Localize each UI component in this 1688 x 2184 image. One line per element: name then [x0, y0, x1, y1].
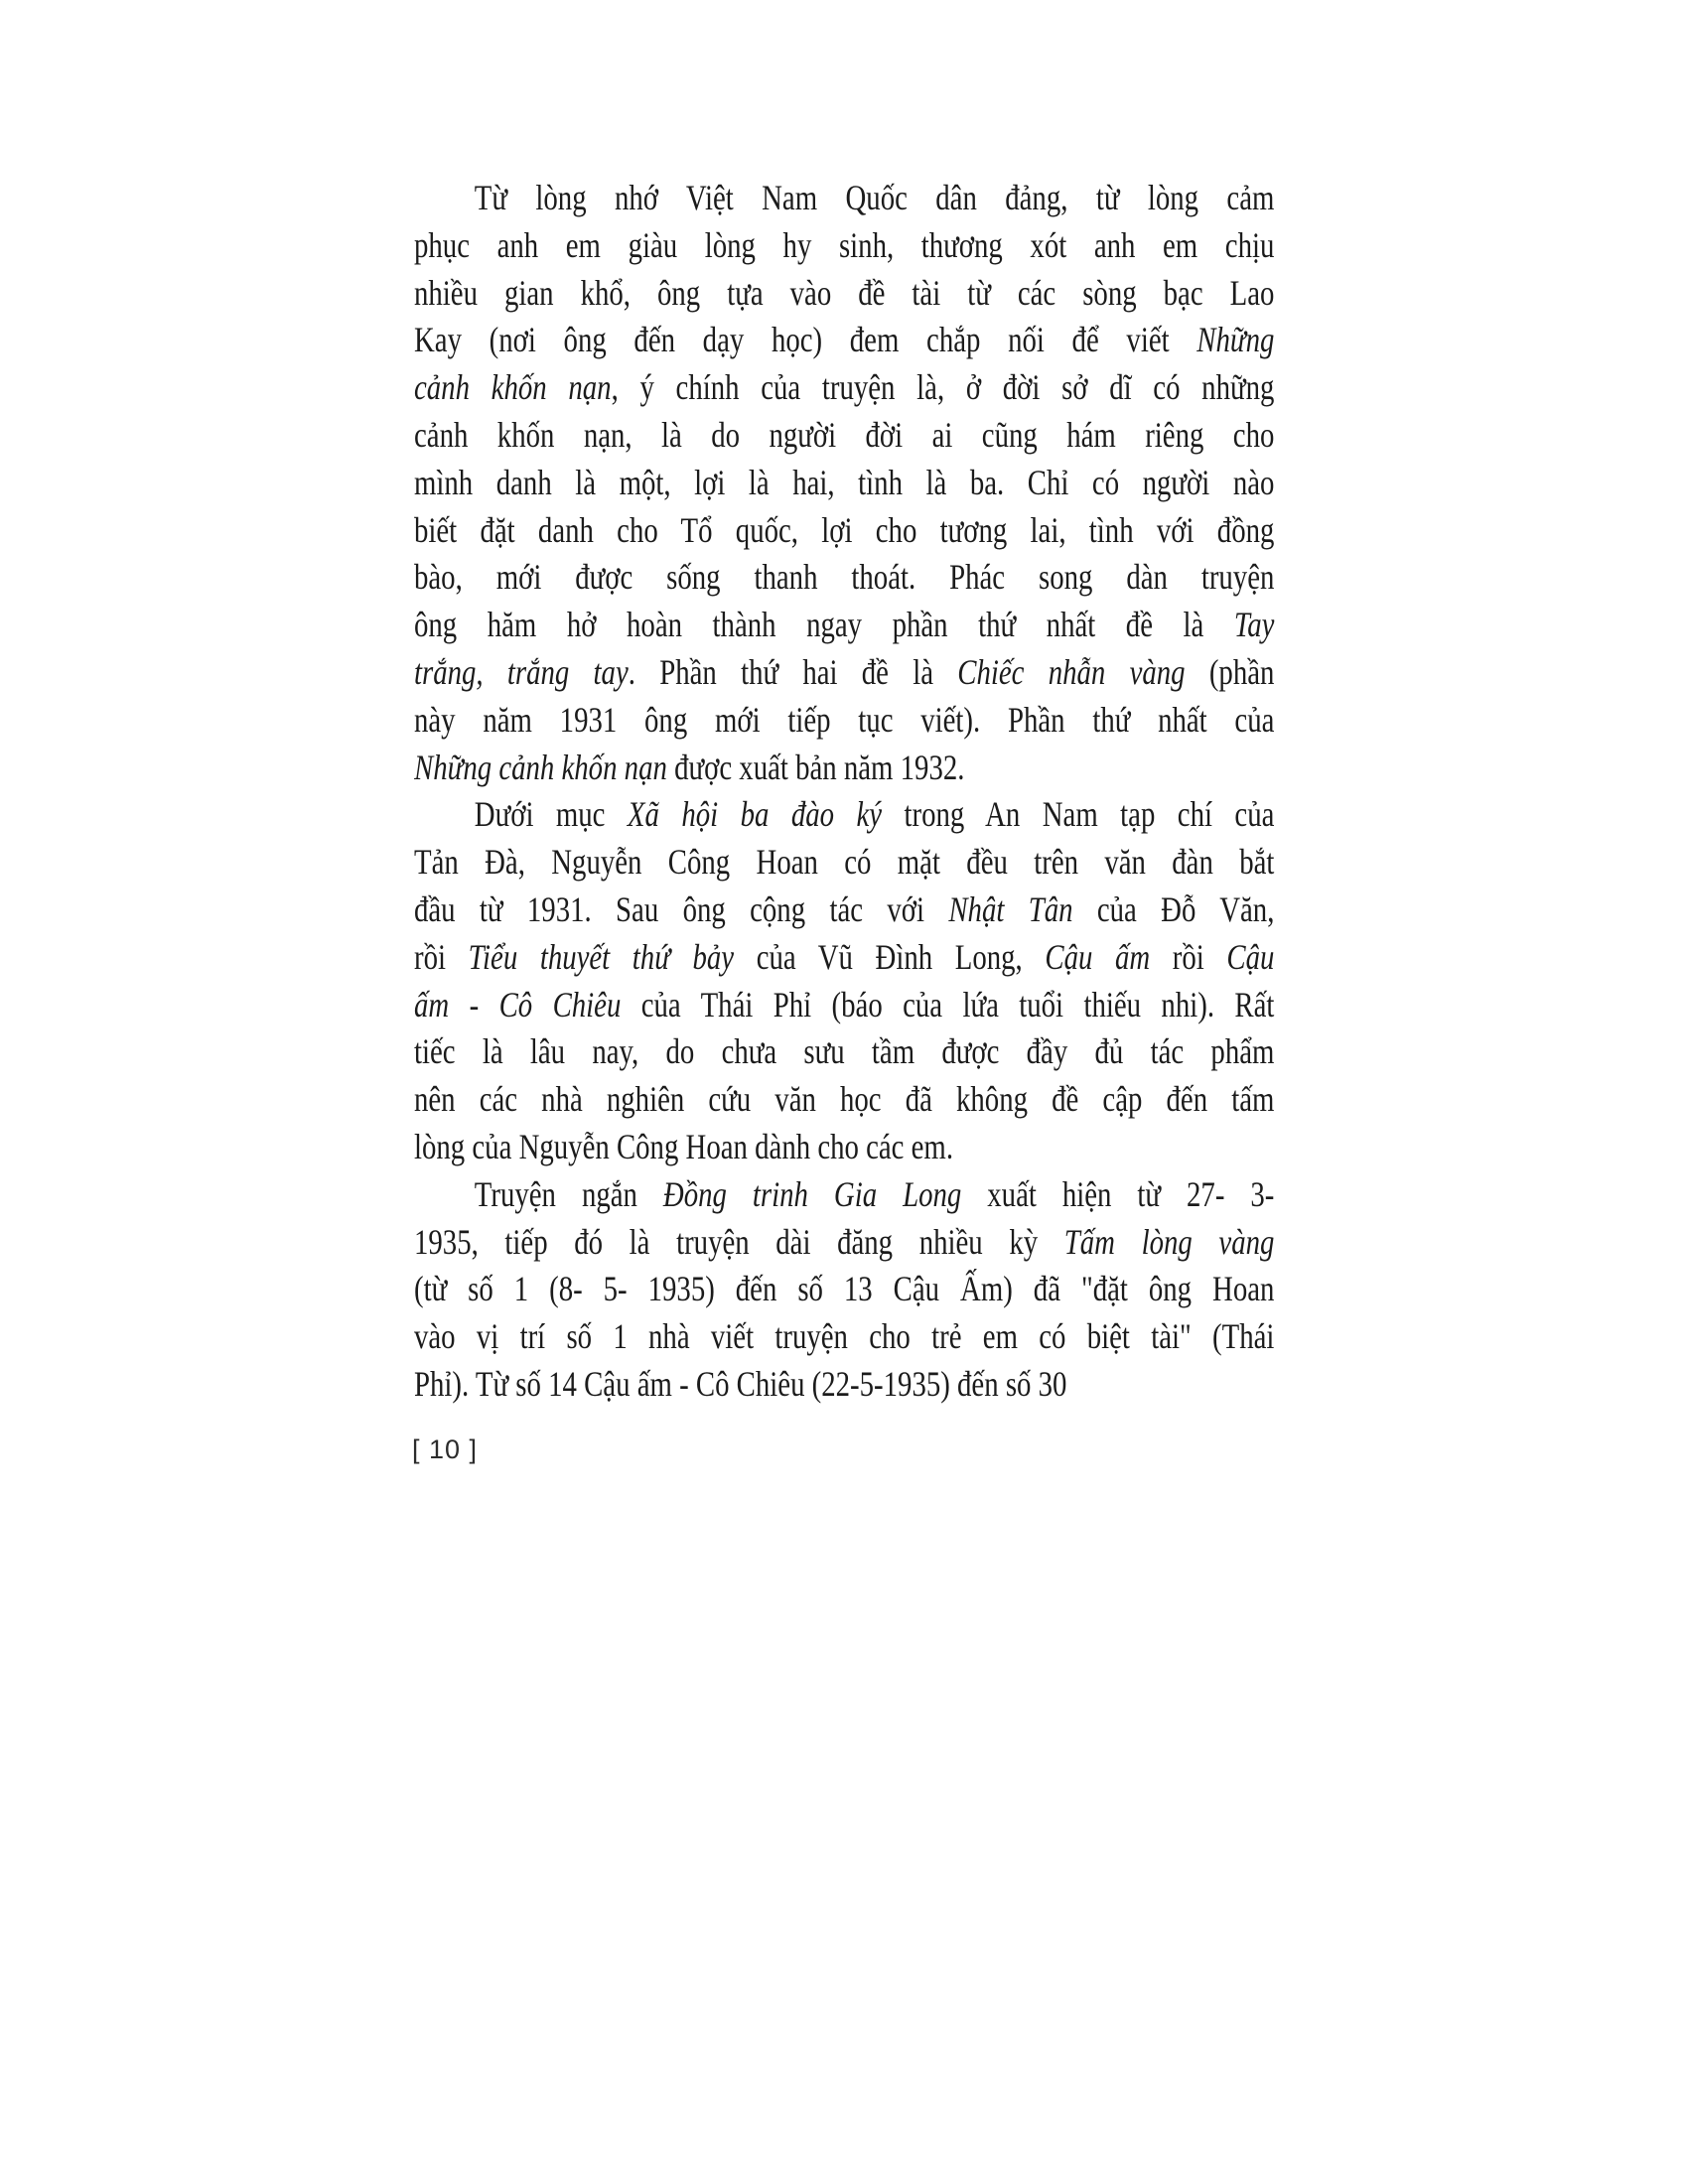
italic-text-segment: Những: [1196, 320, 1275, 360]
text-line: [414, 270, 1274, 318]
text-line: [414, 222, 1274, 270]
italic-text-segment: Chiếc nhẫn vàng: [957, 651, 1186, 692]
text-line: [414, 839, 1274, 887]
text-segment: của Vũ Đình Long,: [734, 936, 1046, 977]
italic-text-segment: Tiểu thuyết thứ bảy: [468, 936, 735, 977]
text-segment: của Thái Phỉ (báo của lứa tuổi thiếu nhi). Rất: [621, 984, 1275, 1024]
text-segment: (phần: [1185, 651, 1275, 692]
text-segment: ông hăm hở hoàn thành ngay phần thứ nhất đề là: [414, 605, 1234, 645]
text-line: [414, 507, 1274, 555]
text-segment: tiếc là lâu nay, do chưa sưu tầm được đầy đủ tác phẩm: [414, 1031, 1275, 1072]
text-segment: rồi: [1150, 936, 1227, 977]
text-segment: (từ số 1 (8- 5- 1935) đến số 13 Cậu Ấm) đã "đặt ông Hoan: [414, 1269, 1275, 1309]
text-line: [414, 1219, 1274, 1267]
italic-text-segment: trắng, trắng tay: [414, 651, 629, 692]
text-segment: Từ lòng nhớ Việt Nam Quốc dân đảng, từ lòng cảm: [474, 178, 1275, 217]
text-line: [414, 317, 1274, 364]
text-line: [414, 602, 1274, 649]
text-segment: mình danh là một, lợi là hai, tình là ba. Chỉ có người nào: [414, 462, 1275, 502]
text-line: [414, 1171, 1274, 1219]
text-line: [414, 460, 1274, 507]
text-line: [414, 554, 1274, 602]
text-line: [414, 745, 1274, 792]
italic-text-segment: Xã hội ba đào ký: [627, 794, 883, 835]
text-line: [414, 412, 1274, 460]
italic-text-segment: Đồng trinh Gia Long: [662, 1173, 962, 1214]
text-line: [414, 982, 1274, 1029]
italic-text-segment: Cậu: [1226, 936, 1275, 977]
text-column: [414, 175, 1274, 1409]
text-line: [414, 1313, 1274, 1361]
text-segment: , ý chính của truyện là, ở đời sở dĩ có những: [611, 367, 1275, 408]
paragraph: [414, 791, 1274, 1170]
paragraph: [414, 1171, 1274, 1409]
text-segment: của Đỗ Văn,: [1072, 888, 1275, 929]
text-segment: rồi: [414, 936, 469, 977]
italic-text-segment: Nhật Tân: [948, 888, 1073, 929]
text-line: [414, 1028, 1274, 1076]
text-line: [414, 791, 1274, 839]
text-segment: Dưới mục: [474, 794, 628, 835]
text-line: [414, 364, 1274, 412]
paragraph: [414, 175, 1274, 791]
text-segment: đầu từ 1931. Sau ông cộng tác với: [414, 888, 949, 929]
text-segment: 1935, tiếp đó là truyện dài đăng nhiều kỳ: [414, 1221, 1064, 1262]
text-segment: vào vị trí số 1 nhà viết truyện cho trẻ em có biệt tài" (Thái: [414, 1316, 1275, 1357]
text-segment: biết đặt danh cho Tổ quốc, lợi cho tương lai, tình với đồng: [414, 509, 1275, 550]
text-segment: này năm 1931 ông mới tiếp tục viết). Phần thứ nhất của: [414, 699, 1275, 740]
text-line: [414, 887, 1274, 934]
text-segment: phục anh em giàu lòng hy sinh, thương xót anh em chịu: [414, 224, 1275, 265]
text-line: [414, 175, 1274, 222]
italic-text-segment: ấm - Cô Chiêu: [414, 984, 622, 1024]
text-line: [414, 934, 1274, 982]
italic-text-segment: Tay: [1233, 605, 1275, 645]
text-segment: cảnh khốn nạn, là do người đời ai cũng hám riêng cho: [414, 414, 1275, 455]
italic-text-segment: cảnh khốn nạn: [414, 367, 612, 408]
text-segment: Truyện ngắn: [474, 1173, 663, 1214]
text-segment: Tản Đà, Nguyễn Công Hoan có mặt đều trên văn đàn bắt: [414, 842, 1275, 883]
italic-text-segment: Cậu ấm: [1045, 936, 1151, 977]
text-line: [414, 1124, 1274, 1171]
text-segment: bào, mới được sống thanh thoát. Phác song dàn truyện: [414, 557, 1275, 598]
text-segment: lòng của Nguyễn Công Hoan dành cho các em.: [414, 1126, 954, 1166]
text-segment: nhiều gian khổ, ông tựa vào đề tài từ các sòng bạc Lao: [414, 272, 1275, 313]
text-segment: nên các nhà nghiên cứu văn học đã không đề cập đến tấm: [414, 1079, 1275, 1120]
italic-text-segment: Tấm lòng vàng: [1063, 1221, 1275, 1262]
text-line: [414, 1076, 1274, 1124]
text-line: [414, 1266, 1274, 1313]
text-segment: Phỉ). Từ số 14 Cậu ấm - Cô Chiêu (22-5-1935) đến số 30: [414, 1363, 1067, 1404]
text-line: [414, 1361, 1274, 1409]
text-segment: xuất hiện từ 27- 3-: [961, 1173, 1275, 1214]
italic-text-segment: Những cảnh khốn nạn: [414, 747, 667, 787]
text-segment: trong An Nam tạp chí của: [882, 794, 1275, 835]
text-segment: . Phần thứ hai đề là: [628, 651, 958, 692]
page-number: [ 10 ]: [412, 1434, 479, 1464]
text-line: [414, 697, 1274, 745]
text-segment: Kay (nơi ông đến dạy học) đem chắp nối để viết: [414, 320, 1197, 360]
text-segment: được xuất bản năm 1932.: [666, 747, 965, 787]
text-line: [414, 649, 1274, 697]
